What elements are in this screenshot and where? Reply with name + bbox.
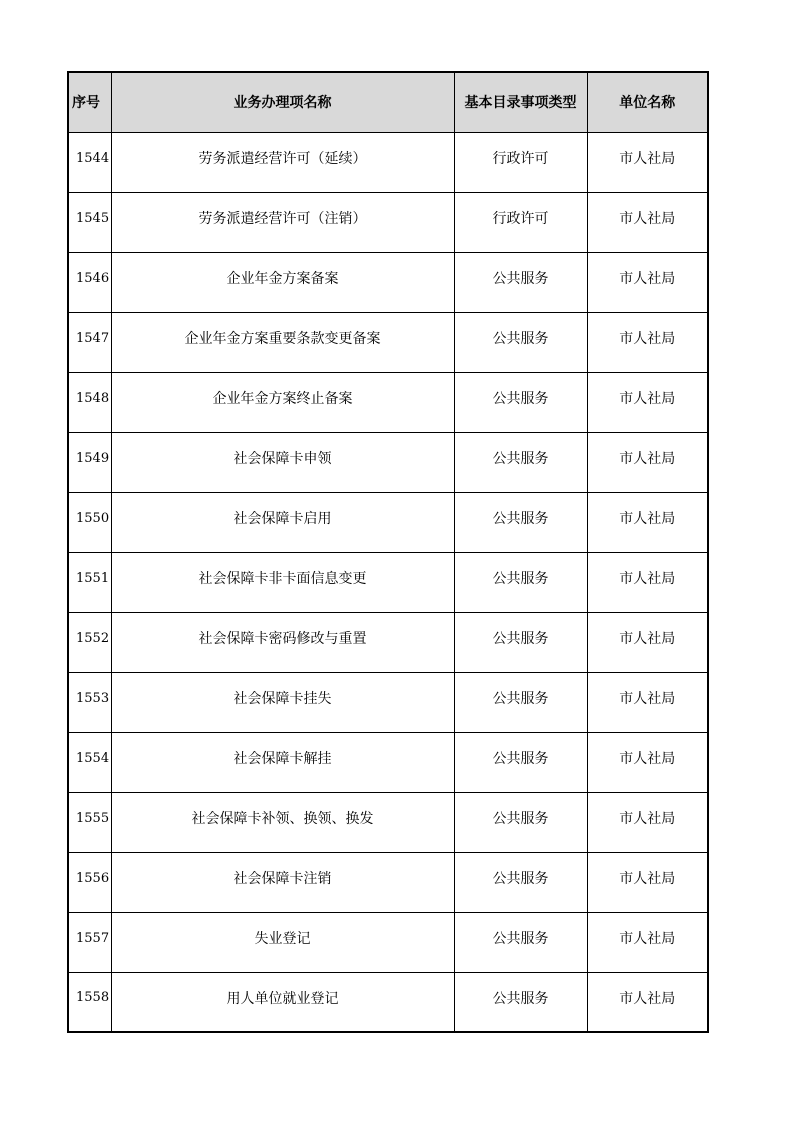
table-row — [68, 732, 708, 792]
cell-item-name: 社会保障卡挂失 — [111, 672, 454, 732]
table-row — [68, 132, 708, 192]
cell-unit-name: 市人社局 — [587, 612, 708, 672]
header-serial-number: 序号 — [68, 72, 111, 132]
cell-item-type: 公共服务 — [454, 372, 587, 432]
cell-item-name: 劳务派遣经营许可（注销） — [111, 192, 454, 252]
cell-item-name: 用人单位就业登记 — [111, 972, 454, 1032]
cell-unit-name: 市人社局 — [587, 192, 708, 252]
cell-item-type: 公共服务 — [454, 552, 587, 612]
table-row — [68, 552, 708, 612]
cell-serial-number: 1557 — [68, 912, 111, 972]
cell-item-type: 公共服务 — [454, 432, 587, 492]
table-row — [68, 192, 708, 252]
cell-item-type: 公共服务 — [454, 972, 587, 1032]
cell-serial-number: 1545 — [68, 192, 111, 252]
cell-item-type: 公共服务 — [454, 252, 587, 312]
header-item-name: 业务办理项名称 — [111, 72, 454, 132]
table-row — [68, 312, 708, 372]
cell-item-name: 劳务派遣经营许可（延续） — [111, 132, 454, 192]
cell-item-name: 社会保障卡启用 — [111, 492, 454, 552]
cell-serial-number: 1552 — [68, 612, 111, 672]
cell-item-name: 社会保障卡非卡面信息变更 — [111, 552, 454, 612]
cell-item-type: 公共服务 — [454, 312, 587, 372]
cell-serial-number: 1551 — [68, 552, 111, 612]
cell-unit-name: 市人社局 — [587, 372, 708, 432]
table-row — [68, 672, 708, 732]
cell-serial-number: 1548 — [68, 372, 111, 432]
table-row — [68, 252, 708, 312]
cell-item-name: 企业年金方案重要条款变更备案 — [111, 312, 454, 372]
cell-item-name: 企业年金方案备案 — [111, 252, 454, 312]
cell-unit-name: 市人社局 — [587, 972, 708, 1032]
table-row — [68, 612, 708, 672]
cell-serial-number: 1555 — [68, 792, 111, 852]
cell-item-type: 公共服务 — [454, 492, 587, 552]
cell-serial-number: 1558 — [68, 972, 111, 1032]
cell-item-name: 企业年金方案终止备案 — [111, 372, 454, 432]
cell-item-type: 行政许可 — [454, 132, 587, 192]
cell-unit-name: 市人社局 — [587, 312, 708, 372]
table-row — [68, 852, 708, 912]
cell-unit-name: 市人社局 — [587, 132, 708, 192]
cell-serial-number: 1553 — [68, 672, 111, 732]
header-row — [68, 72, 708, 132]
cell-item-name: 社会保障卡申领 — [111, 432, 454, 492]
table-row — [68, 372, 708, 432]
cell-item-type: 公共服务 — [454, 852, 587, 912]
cell-serial-number: 1547 — [68, 312, 111, 372]
table-header — [68, 72, 708, 132]
table-row — [68, 912, 708, 972]
cell-unit-name: 市人社局 — [587, 732, 708, 792]
cell-item-name: 失业登记 — [111, 912, 454, 972]
cell-item-name: 社会保障卡解挂 — [111, 732, 454, 792]
cell-serial-number: 1550 — [68, 492, 111, 552]
header-unit-name: 单位名称 — [587, 72, 708, 132]
table-body — [68, 132, 708, 1032]
cell-unit-name: 市人社局 — [587, 252, 708, 312]
cell-unit-name: 市人社局 — [587, 852, 708, 912]
cell-serial-number: 1546 — [68, 252, 111, 312]
cell-unit-name: 市人社局 — [587, 492, 708, 552]
cell-unit-name: 市人社局 — [587, 672, 708, 732]
cell-item-type: 公共服务 — [454, 732, 587, 792]
cell-serial-number: 1554 — [68, 732, 111, 792]
cell-item-type: 行政许可 — [454, 192, 587, 252]
cell-item-name: 社会保障卡补领、换领、换发 — [111, 792, 454, 852]
cell-unit-name: 市人社局 — [587, 552, 708, 612]
cell-item-type: 公共服务 — [454, 912, 587, 972]
cell-serial-number: 1549 — [68, 432, 111, 492]
cell-serial-number: 1556 — [68, 852, 111, 912]
table-row — [68, 492, 708, 552]
table-row — [68, 792, 708, 852]
cell-item-type: 公共服务 — [454, 672, 587, 732]
cell-unit-name: 市人社局 — [587, 792, 708, 852]
cell-serial-number: 1544 — [68, 132, 111, 192]
cell-unit-name: 市人社局 — [587, 912, 708, 972]
table-row — [68, 432, 708, 492]
service-items-table — [67, 71, 709, 1033]
cell-item-name: 社会保障卡注销 — [111, 852, 454, 912]
table-row — [68, 972, 708, 1032]
cell-item-type: 公共服务 — [454, 612, 587, 672]
cell-item-name: 社会保障卡密码修改与重置 — [111, 612, 454, 672]
cell-unit-name: 市人社局 — [587, 432, 708, 492]
cell-item-type: 公共服务 — [454, 792, 587, 852]
header-item-type: 基本目录事项类型 — [454, 72, 587, 132]
